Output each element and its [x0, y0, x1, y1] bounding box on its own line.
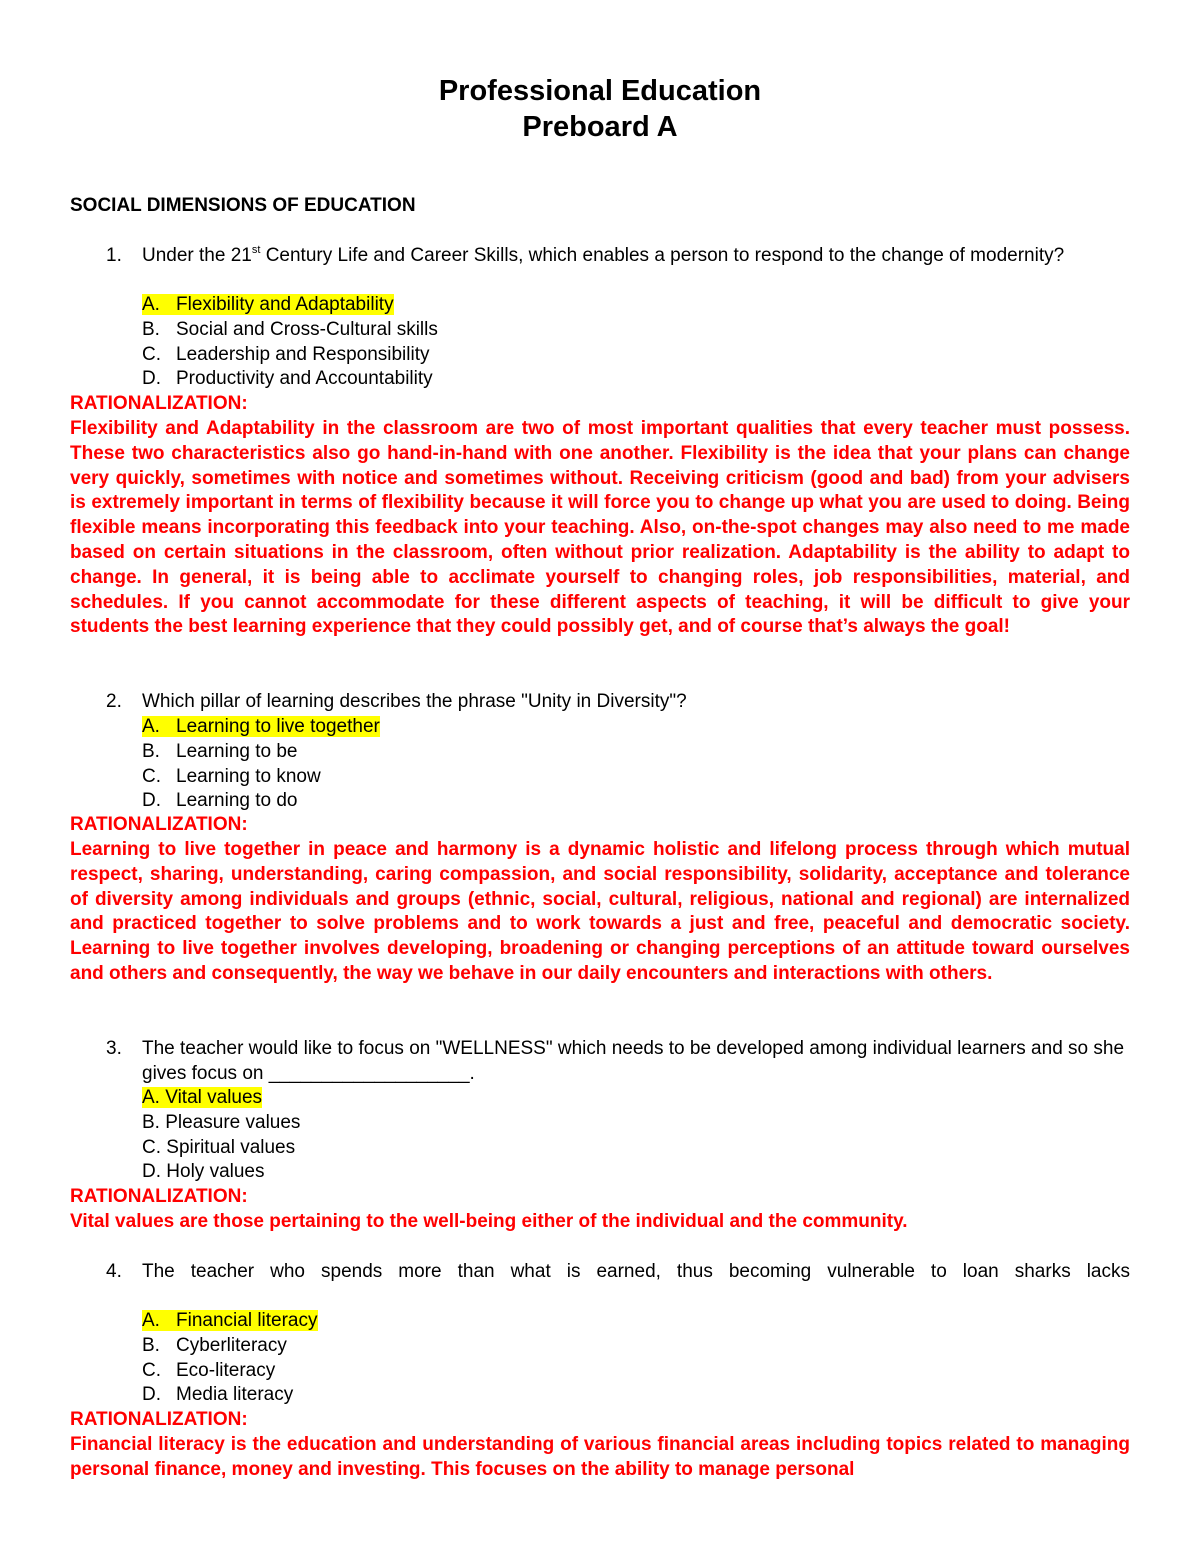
option-a[interactable]	[142, 1309, 318, 1334]
option-d[interactable]	[142, 1160, 300, 1185]
option-b[interactable]	[142, 1334, 318, 1359]
highlighted-answer	[142, 1087, 262, 1108]
option-letter: A.	[142, 716, 160, 737]
option-letter: C.	[142, 1359, 161, 1381]
highlighted-answer	[142, 716, 380, 737]
option-text: Learning to know	[176, 765, 321, 787]
option-letter: B.	[142, 1111, 160, 1133]
option-d[interactable]	[142, 1383, 318, 1408]
answer-options	[142, 293, 438, 392]
option-d[interactable]	[142, 367, 438, 392]
option-c[interactable]	[142, 1359, 318, 1384]
option-d[interactable]	[142, 789, 380, 814]
option-text: Learning to live together	[176, 716, 380, 737]
option-b[interactable]	[142, 1111, 300, 1136]
option-letter: C.	[142, 343, 161, 365]
rationalization-text: Financial literacy is the education and understanding of various financial areas including topics related to managing personal finance, money and investing. This focuses on the ability to manage personal	[70, 1434, 1130, 1480]
question-text: The teacher would like to focus on "WELLNESS" which needs to be developed among individual learners and so she gives focus on ___________________.	[142, 1038, 1125, 1084]
question-text: Which pillar of learning describes the phrase "Unity in Diversity"?	[142, 691, 687, 712]
option-a[interactable]	[142, 293, 438, 318]
highlighted-answer	[142, 1310, 318, 1331]
rationalization-label: RATIONALIZATION:	[70, 814, 248, 835]
option-c[interactable]	[142, 343, 438, 368]
answer-options	[142, 715, 380, 814]
option-letter: A.	[142, 1087, 160, 1108]
question-number: 2.	[106, 691, 122, 712]
rationalization-label: RATIONALIZATION:	[70, 1186, 248, 1207]
rationalization-label: RATIONALIZATION:	[70, 393, 248, 414]
rationalization-text: Learning to live together in peace and harmony is a dynamic holistic and lifelong process through which mutual respect, sharing, understanding, caring compassion, and social responsibility, solidarity, acceptance and tolerance of diversity among individuals and groups (ethnic, social, cultural, religious, national and regional) are internalized and practiced together to solve problems and to work towards a just and free, peaceful and democratic society. Learning to live together involves developing, broadening or changing perceptions of an attitude toward ourselves and others and consequently, the way we behave in our daily encounters and interactions with others.	[70, 839, 1130, 984]
highlighted-answer	[142, 294, 394, 315]
question-text-part: Century Life and Career Skills, which enables a person to respond to the change of modernity?	[260, 245, 1065, 266]
answer-options	[142, 1086, 300, 1185]
question-number: 3.	[106, 1038, 122, 1059]
option-text: Cyberliteracy	[176, 1334, 287, 1356]
option-text: Eco-literacy	[176, 1359, 276, 1381]
rationalization-text: Flexibility and Adaptability in the classroom are two of most important qualities that every teacher must possess. These two characteristics also go hand-in-hand with one another. Flexibility is the idea that your plans can change very quickly, sometimes with notice and sometimes without. Receiving criticism (good and bad) from your advisers is extremely important in terms of flexibility because it will force you to change up what you are used to doing. Being flexible means incorporating this feedback into your teaching. Also, on-the-spot changes may also need to me made based on certain situations in the classroom, often without prior realization. Adaptability is the ability to adapt to change. In general, it is being able to acclimate yourself to changing roles, job responsibilities, material, and schedules. If you cannot accommodate for these different aspects of teaching, it will be difficult to give your students the best learning experience that they could possibly get, and of course that’s always the goal!	[70, 418, 1130, 638]
option-text: Productivity and Accountability	[176, 368, 433, 390]
option-letter: C.	[142, 1136, 161, 1158]
option-text: Media literacy	[176, 1384, 294, 1406]
section-heading: SOCIAL DIMENSIONS OF EDUCATION	[70, 195, 416, 216]
rationalization-text: Vital values are those pertaining to the well-being either of the individual and the community.	[70, 1211, 908, 1232]
option-letter: C.	[142, 765, 161, 787]
question-number: 4.	[106, 1261, 122, 1282]
option-b[interactable]	[142, 318, 438, 343]
option-c[interactable]	[142, 765, 380, 790]
option-letter: B.	[142, 318, 160, 340]
option-letter: D.	[142, 1161, 161, 1183]
option-text: Flexibility and Adaptability	[176, 294, 394, 315]
option-text: Holy values	[166, 1161, 265, 1183]
option-text: Learning to be	[176, 740, 298, 762]
ordinal-superscript: st	[251, 243, 261, 256]
option-text: Leadership and Responsibility	[176, 343, 430, 365]
rationalization-label: RATIONALIZATION:	[70, 1409, 248, 1430]
option-letter: A.	[142, 294, 160, 315]
answer-options	[142, 1309, 318, 1408]
option-letter: B.	[142, 740, 160, 762]
option-text: Social and Cross-Cultural skills	[176, 318, 438, 340]
option-text: Learning to do	[176, 790, 298, 812]
option-text: Vital values	[165, 1087, 263, 1108]
option-letter: A.	[142, 1310, 160, 1331]
question-text: The teacher who spends more than what is earned, thus becoming vulnerable to loan sharks lacks	[142, 1261, 1130, 1282]
document-title: Professional Education	[438, 75, 762, 107]
option-text: Financial literacy	[176, 1310, 318, 1331]
question-text-part: Under the 21	[142, 245, 252, 266]
option-letter: B.	[142, 1334, 160, 1356]
question-number: 1.	[106, 245, 122, 266]
document-subtitle: Preboard A	[522, 111, 678, 143]
question-text	[142, 244, 1130, 269]
option-text: Spiritual values	[166, 1136, 296, 1158]
option-text: Pleasure values	[165, 1111, 301, 1133]
option-letter: D.	[142, 1384, 161, 1406]
option-a[interactable]	[142, 1086, 300, 1111]
option-b[interactable]	[142, 740, 380, 765]
option-c[interactable]	[142, 1136, 300, 1161]
option-letter: D.	[142, 368, 161, 390]
option-letter: D.	[142, 790, 161, 812]
option-a[interactable]	[142, 715, 380, 740]
